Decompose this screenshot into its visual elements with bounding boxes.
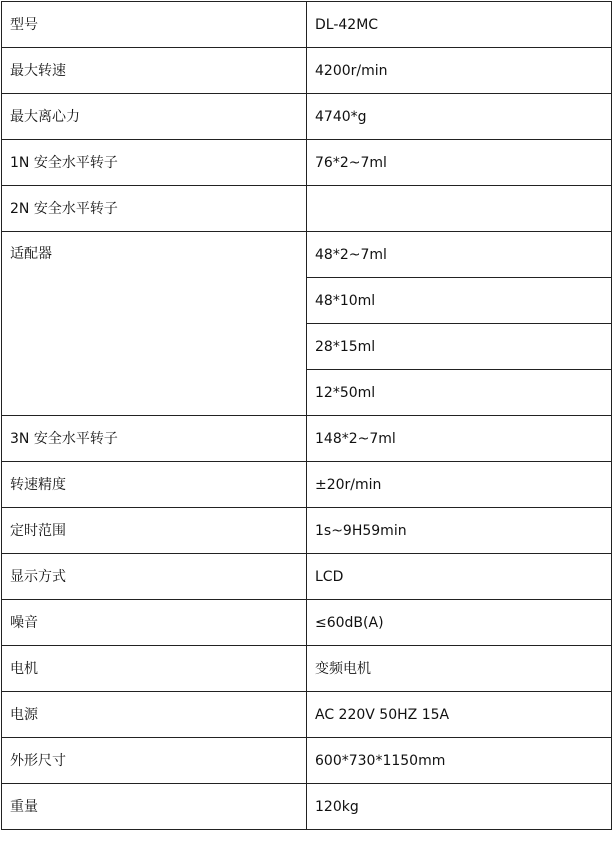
- spec-value: 1s~9H59min: [307, 508, 612, 554]
- spec-label: 适配器: [2, 232, 307, 416]
- spec-value: 4740*g: [307, 94, 612, 140]
- spec-label: 电源: [2, 692, 307, 738]
- spec-value: DL-42MC: [307, 2, 612, 48]
- spec-value: 4200r/min: [307, 48, 612, 94]
- table-row: [2, 600, 612, 646]
- spec-value: ±20r/min: [307, 462, 612, 508]
- table-row: [2, 140, 612, 186]
- table-row: [2, 554, 612, 600]
- spec-value: ≤60dB(A): [307, 600, 612, 646]
- spec-value: 变频电机: [307, 646, 612, 692]
- table-row: [2, 784, 612, 830]
- spec-value: 600*730*1150mm: [307, 738, 612, 784]
- table-row: [2, 186, 612, 232]
- table-row: [2, 508, 612, 554]
- spec-value: 76*2~7ml: [307, 140, 612, 186]
- spec-value: 28*15ml: [307, 324, 612, 370]
- spec-label: 3N 安全水平转子: [2, 416, 307, 462]
- spec-label: 转速精度: [2, 462, 307, 508]
- spec-value: AC 220V 50HZ 15A: [307, 692, 612, 738]
- spec-label: 2N 安全水平转子: [2, 186, 307, 232]
- spec-value: 12*50ml: [307, 370, 612, 416]
- table-row: [2, 462, 612, 508]
- table-row: [2, 416, 612, 462]
- spec-value: 48*10ml: [307, 278, 612, 324]
- spec-label: 外形尺寸: [2, 738, 307, 784]
- spec-value: LCD: [307, 554, 612, 600]
- spec-label: 1N 安全水平转子: [2, 140, 307, 186]
- table-row: [2, 2, 612, 48]
- spec-label: 最大转速: [2, 48, 307, 94]
- table-row: [2, 692, 612, 738]
- spec-table: [1, 1, 612, 830]
- spec-value: 120kg: [307, 784, 612, 830]
- table-row: [2, 48, 612, 94]
- table-row: [2, 232, 612, 278]
- spec-label: 最大离心力: [2, 94, 307, 140]
- spec-label: 定时范围: [2, 508, 307, 554]
- spec-value: [307, 186, 612, 232]
- spec-label: 电机: [2, 646, 307, 692]
- spec-label: 型号: [2, 2, 307, 48]
- table-row: [2, 94, 612, 140]
- spec-label: 重量: [2, 784, 307, 830]
- spec-label: 显示方式: [2, 554, 307, 600]
- spec-label: 噪音: [2, 600, 307, 646]
- spec-value: 148*2~7ml: [307, 416, 612, 462]
- table-row: [2, 738, 612, 784]
- spec-value: 48*2~7ml: [307, 232, 612, 278]
- table-row: [2, 646, 612, 692]
